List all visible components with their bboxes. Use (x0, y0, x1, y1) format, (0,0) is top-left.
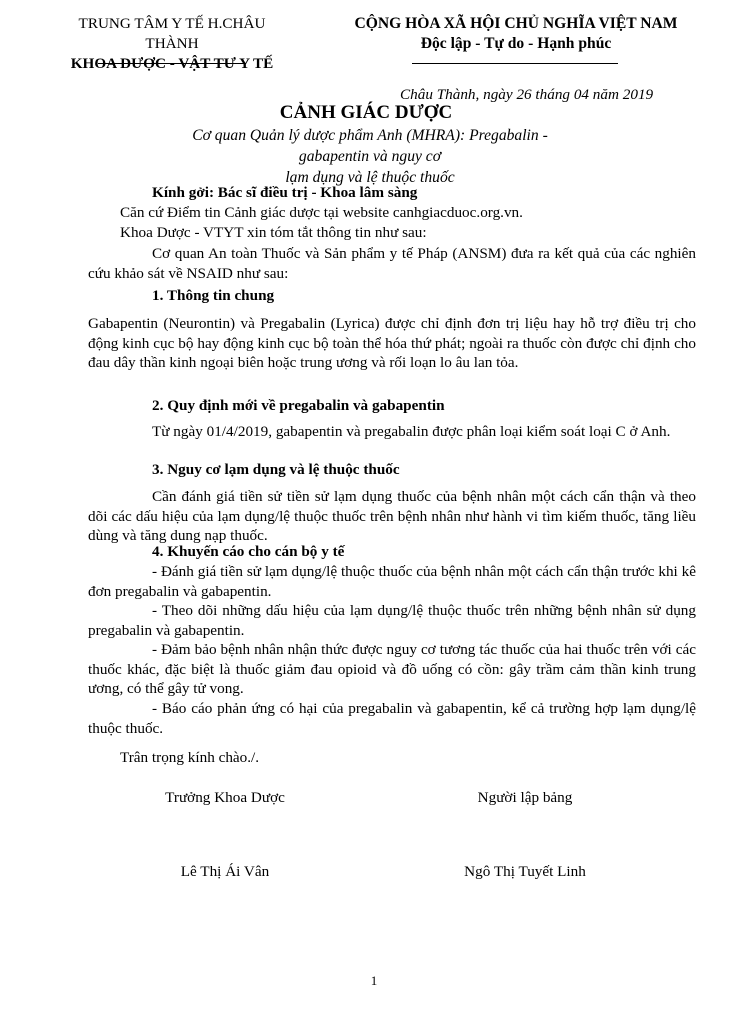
signature-title-right: Người lập bảng (477, 789, 573, 806)
document-date: Châu Thành, ngày 26 tháng 04 năm 2019 (400, 86, 654, 103)
department-name: KHOA DƯỢC - VẬT TƯ Y TẾ (70, 55, 274, 72)
national-title: CỘNG HÒA XÃ HỘI CHỦ NGHĨA VIỆT NAM (354, 15, 678, 32)
subtitle-line-2: lạm dụng và lệ thuộc thuốc (285, 169, 455, 186)
header-left-underline (98, 63, 246, 64)
section-body-2: Từ ngày 01/4/2019, gabapentin và pregabalin được phân loại kiểm soát loại C ở Anh. (152, 423, 671, 440)
section-heading-1: 1. Thông tin chung (152, 287, 275, 304)
intro-line-2: Khoa Dược - VTYT xin tóm tắt thông tin như sau: (120, 224, 427, 241)
intro-paragraph: Cơ quan An toàn Thuốc và Sản phẩm y tế Pháp (ANSM) đưa ra kết quả của các nghiên cứu khảo sát về NSAID như sau: (88, 245, 696, 282)
section-body-3: Cần đánh giá tiền sử tiền sử lạm dụng thuốc của bệnh nhân một cách cẩn thận và theo dõi các dấu hiệu của lạm dụng/lệ thuộc thuốc trên bệnh nhân như hành vi tìm kiếm thuốc, tăng liều dùng và tăng dung nạp thuốc. (88, 488, 696, 545)
recommendation-item: - Báo cáo phản ứng có hại của pregabalin và gabapentin, kể cả trường hợp lạm dụng/lệ thuộc thuốc. (88, 700, 696, 737)
subtitle-line-1: Cơ quan Quản lý dược phẩm Anh (MHRA): Pregabalin - gabapentin và nguy cơ (192, 127, 548, 165)
greeting: Kính gởi: Bác sĩ điều trị - Khoa lâm sàng (152, 184, 418, 201)
page-number: 1 (370, 973, 378, 988)
recommendation-item: - Theo dõi những dấu hiệu của lạm dụng/lệ thuộc thuốc trên những bệnh nhân sử dụng pregabalin và gabapentin. (88, 602, 696, 639)
organization-name: TRUNG TÂM Y TẾ H.CHÂU THÀNH (78, 15, 266, 52)
national-header (338, 14, 694, 54)
document-subtitle (160, 125, 580, 188)
signature-name-right: Ngô Thị Tuyết Linh (464, 863, 586, 880)
intro-line-1: Căn cứ Điểm tin Cảnh giác dược tại website canhgiacduoc.org.vn. (120, 204, 523, 221)
closing-line: Trân trọng kính chào./. (120, 749, 260, 766)
document-title: CẢNH GIÁC DƯỢC (279, 102, 453, 123)
signature-title-left: Trưởng Khoa Dược (165, 789, 285, 806)
signature-name-left: Lê Thị Ái Vân (180, 863, 270, 880)
header-right-underline (412, 63, 618, 64)
organization-header (56, 14, 288, 74)
recommendation-item: - Đảm bảo bệnh nhân nhận thức được nguy cơ tương tác thuốc của hai thuốc trên với các thuốc khác, đặc biệt là thuốc giảm đau opioid và đồ uống có cồn: gây trầm cảm thần kinh trung ương, có thể gây tử vong. (88, 641, 696, 698)
section-body-1: Gabapentin (Neurontin) và Pregabalin (Lyrica) được chỉ định đơn trị liệu hay hỗ trợ điều trị cho động kinh cục bộ hay động kinh cục bộ toàn thể hóa thứ phát; ngoài ra thuốc còn được chỉ định cho đau dây thần kinh ngoại biên hoặc trung ương và rối loạn lo âu lan tỏa. (88, 315, 696, 372)
recommendation-item: - Đánh giá tiền sử lạm dụng/lệ thuộc thuốc của bệnh nhân một cách cẩn thận trước khi kê đơn pregabalin và gabapentin. (88, 563, 696, 600)
national-motto: Độc lập - Tự do - Hạnh phúc (420, 35, 612, 52)
section-heading-3: 3. Nguy cơ lạm dụng và lệ thuộc thuốc (152, 461, 400, 478)
section-heading-2: 2. Quy định mới về pregabalin và gabapentin (152, 397, 445, 414)
section-heading-4: 4. Khuyến cáo cho cán bộ y tế (152, 543, 345, 560)
